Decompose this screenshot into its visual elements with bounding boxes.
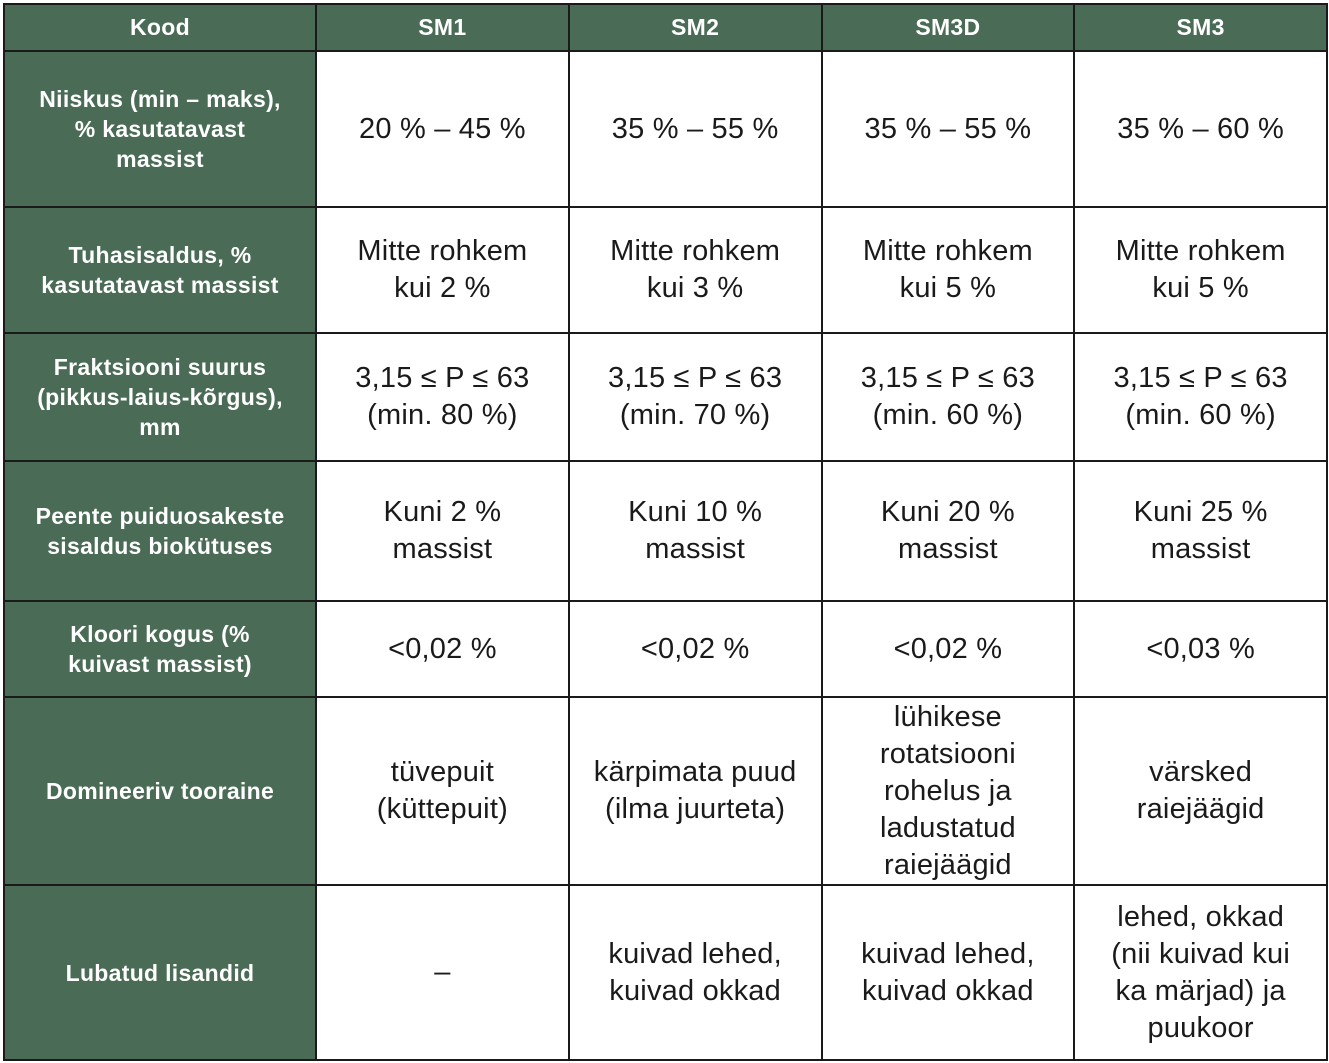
row-label xyxy=(4,51,316,207)
header-cell-kood: Kood xyxy=(4,4,316,51)
cell-text: Mitte rohkem kui 2 % xyxy=(357,235,528,304)
table-cell xyxy=(822,601,1075,697)
cell-text: 3,15 ≤ P ≤ 63 (min. 80 %) xyxy=(355,362,530,431)
spec-table xyxy=(3,3,1328,1061)
table-cell xyxy=(822,885,1075,1060)
table-cell xyxy=(1074,885,1327,1060)
cell-text: <0,02 % xyxy=(388,632,497,665)
table-cell xyxy=(822,697,1075,885)
table-cell xyxy=(1074,461,1327,601)
cell-text: Mitte rohkem kui 5 % xyxy=(1115,235,1286,304)
cell-text: 35 % – 55 % xyxy=(611,112,779,145)
cell-text: 35 % – 55 % xyxy=(864,112,1032,145)
table-cell xyxy=(569,51,822,207)
table-row xyxy=(4,333,1327,461)
cell-text: Mitte rohkem kui 5 % xyxy=(862,235,1033,304)
table-row xyxy=(4,885,1327,1060)
cell-text: 3,15 ≤ P ≤ 63 (min. 70 %) xyxy=(608,362,783,431)
cell-text: 3,15 ≤ P ≤ 63 (min. 60 %) xyxy=(1113,362,1288,431)
table-cell xyxy=(316,461,569,601)
cell-text: kuivad lehed, kuivad okkad xyxy=(608,937,782,1007)
table-row xyxy=(4,461,1327,601)
header-row xyxy=(4,4,1327,51)
table-cell xyxy=(569,601,822,697)
header-cell-sm3: SM3 xyxy=(1074,4,1327,51)
row-label-text: Niiskus (min – maks), % kasutatavast massist xyxy=(39,86,281,172)
table-cell xyxy=(1074,601,1327,697)
cell-text: kärpimata puud (ilma juurteta) xyxy=(593,756,797,825)
row-label-text: Lubatud lisandid xyxy=(65,959,255,986)
table-cell xyxy=(822,207,1075,333)
cell-text: kuivad lehed, kuivad okkad xyxy=(861,937,1035,1007)
table-cell xyxy=(316,697,569,885)
cell-text: Kuni 25 % massist xyxy=(1133,496,1268,565)
row-label xyxy=(4,207,316,333)
cell-text: tüvepuit (küttepuit) xyxy=(376,756,508,825)
row-label-text: Kloori kogus (% kuivast massist) xyxy=(68,621,252,677)
cell-text: 3,15 ≤ P ≤ 63 (min. 60 %) xyxy=(860,362,1035,431)
table-row xyxy=(4,601,1327,697)
table-cell xyxy=(569,697,822,885)
cell-text: <0,03 % xyxy=(1146,632,1255,665)
table-cell xyxy=(569,207,822,333)
table-cell xyxy=(569,333,822,461)
table-cell xyxy=(569,885,822,1060)
cell-text: lehed, okkad (nii kuivad kui ka märjad) ja puukoor xyxy=(1111,900,1290,1044)
row-label xyxy=(4,885,316,1060)
table-row xyxy=(4,51,1327,207)
table-cell xyxy=(822,333,1075,461)
table-cell xyxy=(1074,333,1327,461)
cell-text: <0,02 % xyxy=(893,632,1003,665)
table-cell xyxy=(316,601,569,697)
cell-text: Mitte rohkem kui 3 % xyxy=(610,235,781,304)
table-cell xyxy=(569,461,822,601)
table-row xyxy=(4,207,1327,333)
row-label-text: Domineeriv tooraine xyxy=(45,778,275,804)
cell-text: värsked raiejäägid xyxy=(1136,756,1265,825)
table-cell xyxy=(1074,51,1327,207)
table-cell xyxy=(822,461,1075,601)
table-cell xyxy=(316,885,569,1060)
row-label xyxy=(4,333,316,461)
cell-text: 35 % – 60 % xyxy=(1117,112,1284,145)
row-label-text: Fraktsiooni suurus (pikkus-laius-kõrgus), mm xyxy=(37,354,283,440)
row-label xyxy=(4,461,316,601)
cell-text: 20 % – 45 % xyxy=(359,112,526,145)
row-label-text: Peente puiduosakeste sisaldus biokütuses xyxy=(35,503,285,559)
cell-text: – xyxy=(434,956,451,988)
table-cell xyxy=(316,51,569,207)
cell-text: Kuni 2 % massist xyxy=(383,496,502,565)
table-row xyxy=(4,697,1327,885)
row-label-text: Tuhasisaldus, % kasutatavast massist xyxy=(41,242,279,298)
table-cell xyxy=(316,333,569,461)
row-label xyxy=(4,697,316,885)
cell-text: <0,02 % xyxy=(640,632,750,665)
table-cell xyxy=(1074,207,1327,333)
cell-text: Kuni 20 % massist xyxy=(880,496,1015,565)
header-cell-sm1: SM1 xyxy=(316,4,569,51)
header-cell-sm3d: SM3D xyxy=(822,4,1075,51)
header-cell-sm2: SM2 xyxy=(569,4,822,51)
table-cell xyxy=(316,207,569,333)
table-cell xyxy=(1074,697,1327,885)
row-label xyxy=(4,601,316,697)
cell-text: lühikese rotatsiooni rohelus ja ladustatud raiejäägid xyxy=(879,700,1016,881)
cell-text: Kuni 10 % massist xyxy=(628,496,763,565)
table-cell xyxy=(822,51,1075,207)
